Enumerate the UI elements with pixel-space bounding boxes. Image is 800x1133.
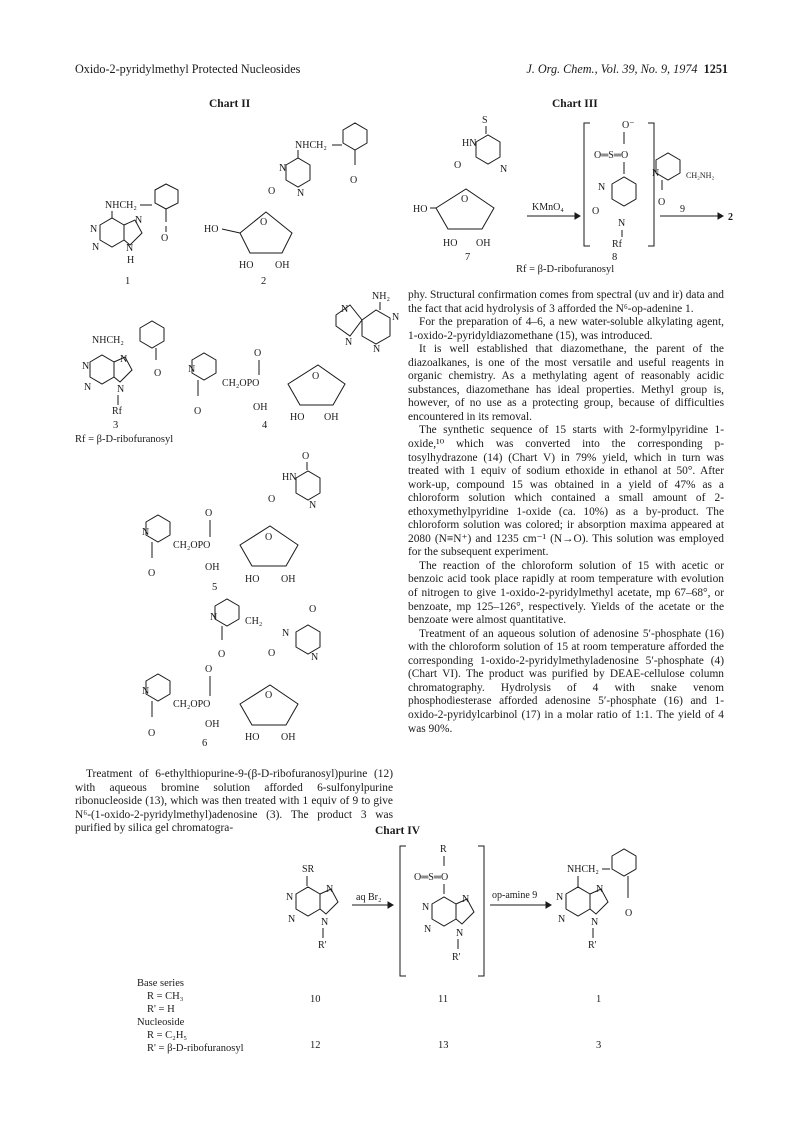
svg-text:N: N (500, 164, 508, 175)
svg-text:N: N (326, 884, 334, 895)
op-amine-arrow (490, 890, 551, 908)
reagent-op-amine: op-amine 9 (492, 890, 538, 901)
svg-text:OH: OH (205, 719, 220, 730)
svg-text:O: O (312, 371, 320, 382)
svg-text:N: N (90, 224, 98, 235)
svg-text:CH₂NH₂: CH₂NH₂ (686, 171, 715, 180)
compound-label-2: 2 (261, 276, 267, 287)
chart-iv-col1-row2: 12 (310, 1040, 321, 1051)
svg-text:R: R (440, 844, 447, 855)
reagent-9: 9 (680, 204, 685, 215)
svg-text:N: N (188, 364, 196, 375)
nucleoside-rp: R' = β-D-ribofuranosyl (147, 1043, 244, 1054)
svg-text:N: N (135, 215, 143, 226)
svg-text:CH₂OPO: CH₂OPO (173, 699, 211, 710)
svg-text:O: O (454, 160, 462, 171)
svg-text:HO: HO (239, 260, 254, 271)
compound-label-8: 8 (612, 252, 618, 263)
svg-text:N: N (556, 892, 564, 903)
svg-text:HO: HO (443, 238, 458, 249)
compound-11-13-structure (400, 844, 484, 976)
svg-text:N: N (82, 361, 90, 372)
svg-text:HO: HO (245, 574, 260, 585)
svg-text:N: N (321, 917, 329, 928)
svg-text:O: O (658, 197, 666, 208)
svg-text:OH: OH (281, 732, 296, 743)
nucleoside-label: Nucleoside (137, 1017, 185, 1028)
svg-text:N: N (142, 686, 150, 697)
svg-text:OH: OH (476, 238, 491, 249)
svg-text:R': R' (318, 940, 327, 951)
svg-text:HN: HN (462, 138, 477, 149)
svg-text:O: O (154, 368, 162, 379)
svg-text:N: N (596, 884, 604, 895)
svg-text:R': R' (588, 940, 597, 951)
svg-text:HN: HN (282, 472, 297, 483)
svg-text:N: N (598, 182, 606, 193)
svg-text:O: O (265, 532, 273, 543)
svg-text:O: O (205, 664, 213, 675)
svg-text:O: O (268, 648, 276, 659)
svg-text:N: N (373, 344, 381, 355)
running-title: Oxido-2-pyridylmethyl Protected Nucleosides (75, 62, 301, 76)
paragraph: The synthetic sequence of 15 starts with 2-formylpyridine 1-oxide,¹⁰ which was converted into the corresponding p-tosylhydrazone (14) (Chart V) in 79% yield, which in turn was treated with 1 equiv of sodium ethoxide in ethanol at 50°. After work-up, compound 15 was obtained in a yield of 47% as a chloroform solution which contained a small amount of 2-ethoxymethylpyridine 1-oxide (ca. 10%) as a by-product. The chloroform solution was colored; ir absorption maxima appeared at 2080 (N≡N⁺) and 1235 cm⁻¹ (N→O). This solution was employed for the subsequent experiment. (408, 424, 724, 559)
svg-text:HO: HO (204, 224, 219, 235)
nucleoside-r: R = C₂H₅ (147, 1030, 188, 1041)
svg-text:N: N (117, 384, 125, 395)
svg-text:O: O (268, 494, 276, 505)
svg-text:HO: HO (413, 204, 428, 215)
svg-text:CH₂OPO: CH₂OPO (173, 540, 211, 551)
svg-text:O: O (148, 728, 156, 739)
svg-text:N: N (288, 914, 296, 925)
svg-text:OH: OH (281, 574, 296, 585)
chart-iv-series-legend (137, 977, 244, 1055)
svg-text:OH: OH (205, 562, 220, 573)
svg-text:NH₂: NH₂ (372, 291, 390, 302)
svg-text:N: N (120, 354, 128, 365)
svg-text:O: O (148, 568, 156, 579)
svg-text:N: N (618, 218, 626, 229)
chart-iv-col1-row1: 10 (310, 994, 321, 1005)
reagent-aq-br2: aq Br₂ (356, 892, 382, 903)
svg-text:OH: OH (275, 260, 290, 271)
svg-text:N: N (286, 892, 294, 903)
svg-text:N: N (345, 337, 353, 348)
svg-text:O═S═O: O═S═O (594, 150, 629, 161)
svg-text:SR: SR (302, 864, 315, 875)
svg-text:O: O (592, 206, 600, 217)
svg-text:N: N (456, 928, 464, 939)
svg-text:HO: HO (245, 732, 260, 743)
svg-text:O: O (350, 175, 358, 186)
paragraph: Treatment of 6-ethylthiopurine-9-(β-D-ribofuranosyl)purine (12) with aqueous bromine solution afforded 6-sulfonylpurine ribonucleoside (13), which was then treated with 1 equiv of 9 to give N⁶-(1-oxido-2-pyridylmethyl)adenosine (3). The product 3 was purified by silica gel chromatogra- (75, 768, 393, 835)
svg-text:O: O (302, 451, 310, 462)
svg-text:O⁻: O⁻ (622, 120, 635, 131)
base-r: R = CH₃ (147, 991, 184, 1002)
chart-iv-col3-row1: 1 (596, 994, 602, 1005)
svg-text:N: N (341, 304, 349, 315)
svg-text:O: O (461, 194, 469, 205)
paragraph: Treatment of an aqueous solution of adenosine 5′-phosphate (16) with the chloroform solution of 15 at room temperature afforded the corresponding 1-oxido-2-pyridylmethyladenosine 5′-phosphate (4) (Chart VI). The product was purified by DEAE-cellulose column chromatography. Hydrolysis of 4 with snake venom phosphodiesterase afforded adenosine 5′-phosphate (16) and 1-oxido-2-pyridylcarbinol (17) in a molar ratio of 1:1. The yield of 4 was 90%. (408, 627, 724, 735)
svg-text:O: O (268, 186, 276, 197)
svg-text:N: N (142, 527, 150, 538)
svg-text:N: N (422, 902, 430, 913)
svg-text:N: N (558, 914, 566, 925)
svg-text:O: O (625, 908, 633, 919)
svg-text:O: O (218, 649, 226, 660)
svg-text:Rf: Rf (612, 239, 622, 250)
paragraph: phy. Structural confirmation comes from spectral (uv and ir) data and the fact that acid hydrolysis of 3 afforded the N⁶-op-adenine 1. (408, 289, 724, 315)
journal-volume: Vol. 39, No. 9, 1974 (600, 62, 698, 76)
svg-text:OH: OH (324, 412, 339, 423)
compound-label-5: 5 (212, 582, 218, 593)
svg-text:NHCH₂: NHCH₂ (295, 140, 327, 151)
svg-text:N: N (591, 917, 599, 928)
compound-label-7: 7 (465, 252, 471, 263)
svg-text:N: N (297, 188, 305, 199)
chart-iv-col2-row1: 11 (438, 994, 449, 1005)
reagent-kmno4: KMnO₄ (532, 202, 564, 213)
svg-text:CH₂: CH₂ (245, 616, 263, 627)
chart-iv-col2-row2: 13 (438, 1040, 449, 1051)
compound-1-3-structure (556, 849, 636, 951)
paragraph: For the preparation of 4–6, a new water-soluble alkylating agent, 1-oxido-2-pyridyldiazomethane (15), was introduced. (408, 316, 724, 342)
svg-text:N: N (92, 242, 100, 253)
svg-text:NHCH₂: NHCH₂ (92, 335, 124, 346)
chart-iii-title: Chart III (552, 98, 598, 110)
compound-label-6: 6 (202, 738, 208, 749)
svg-text:O═S═O: O═S═O (414, 872, 449, 883)
svg-text:O: O (205, 508, 213, 519)
svg-text:N: N (652, 168, 660, 179)
svg-text:O: O (265, 690, 273, 701)
svg-text:NHCH₂: NHCH₂ (567, 864, 599, 875)
paragraph: It is well established that diazomethane, the parent of the diazoalkanes, is one of the most versatile and useful reagents in organic chemistry. As a methylating agent of reasonably acidic substances, diazomethane has ideal properties. Methyl group is, however, of no use as a protecting group, because of difficulties encountered in its removal. (408, 343, 724, 423)
compound-label-1: 1 (125, 276, 131, 287)
svg-text:H: H (127, 255, 135, 266)
svg-text:O: O (260, 217, 268, 228)
svg-text:N: N (309, 500, 317, 511)
base-series-label: Base series (137, 978, 184, 989)
chart-iv-col3-row2: 3 (596, 1040, 602, 1051)
chart-ii-rf-definition: Rf = β-D-ribofuranosyl (75, 434, 174, 445)
compound-label-3: 3 (113, 420, 119, 431)
svg-text:HO: HO (290, 412, 305, 423)
journal-name: J. Org. Chem., (526, 62, 598, 76)
svg-text:O: O (161, 233, 169, 244)
svg-text:O: O (309, 604, 317, 615)
svg-text:CH₂OPO: CH₂OPO (222, 378, 260, 389)
svg-text:O: O (194, 406, 202, 417)
chart-iii-rf-definition: Rf = β-D-ribofuranosyl (516, 264, 615, 275)
svg-text:R': R' (452, 952, 461, 963)
svg-text:N: N (210, 612, 218, 623)
svg-text:Rf: Rf (112, 406, 122, 417)
product-2: 2 (728, 212, 733, 223)
svg-text:N: N (311, 652, 319, 663)
page-number: 1251 (703, 62, 728, 76)
chart-ii-title: Chart II (209, 98, 251, 110)
svg-text:N: N (282, 628, 290, 639)
svg-text:N: N (126, 243, 134, 254)
svg-text:N: N (424, 924, 432, 935)
base-rp: R' = H (147, 1004, 175, 1015)
svg-text:N: N (84, 382, 92, 393)
compound-10-12-structure (286, 864, 338, 951)
chart-iv-title: Chart IV (375, 825, 421, 837)
compound-label-4: 4 (262, 420, 268, 431)
svg-text:O: O (254, 348, 262, 359)
svg-text:OH: OH (253, 402, 268, 413)
svg-text:N: N (462, 894, 470, 905)
svg-text:N: N (392, 312, 400, 323)
bromine-arrow (352, 892, 393, 908)
svg-text:NHCH₂: NHCH₂ (105, 200, 137, 211)
svg-text:N: N (279, 163, 287, 174)
paragraph: The reaction of the chloroform solution of 15 with acetic or benzoic acid took place rapidly at room temperature with evolution of nitrogen to give 1-oxido-2-pyridylmethyl acetate, mp 67–68°, or benzoate, mp 125–126°, respectively. Yields of the acetate or the benzoate were almost quantitative. (408, 559, 724, 627)
svg-text:S: S (482, 115, 488, 126)
